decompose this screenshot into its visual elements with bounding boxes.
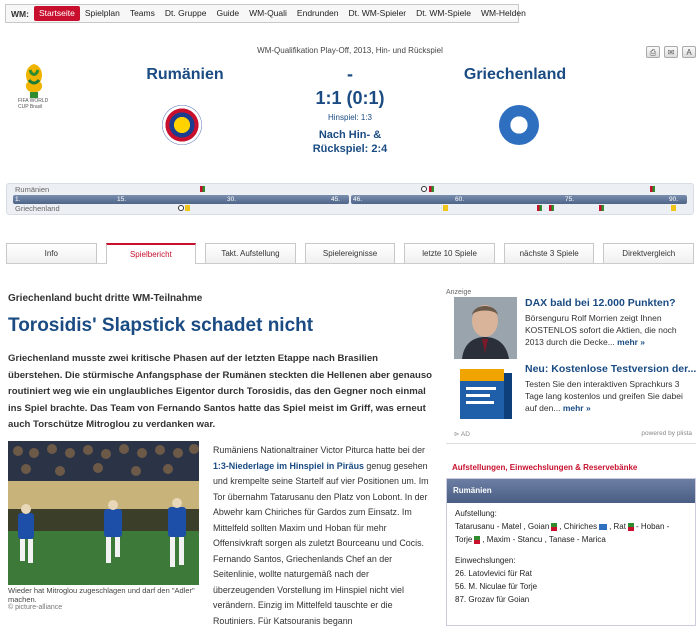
starting-label: Aufstellung: xyxy=(455,509,497,518)
mail-icon[interactable]: ✉ xyxy=(664,46,678,58)
lineup-box xyxy=(446,478,696,626)
nav-item-wm-quali[interactable]: WM-Quali xyxy=(249,8,287,18)
ad-item-dax-title[interactable]: DAX bald bei 12.000 Punkten? xyxy=(525,297,676,309)
print-icon[interactable]: ⎙ xyxy=(646,46,660,58)
match-tabs xyxy=(6,243,694,264)
nav-item-spielplan[interactable]: Spielplan xyxy=(84,8,120,18)
powered-by-plista[interactable]: powered by plista xyxy=(641,430,692,437)
tick-75: 75. xyxy=(565,196,575,203)
lineup-team-header: Rumänien xyxy=(447,479,695,503)
article-lead: Griechenland musste zwei kritische Phasen auf der letzten Etappe nach Brasilien überstehen. Die stürmische Anfangsphase der Rumänen steckten die Hellenen aber genauso routiniert weg wie ein unglaubliches Eigentor durch Torosidis, das den Gegner noch einmal ins Spiel brachte. Das Team von Fernando Santos hatte das Spiel meist im Griff, was erneut auch Torschütze Mitroglou zu verdanken war. xyxy=(8,353,433,430)
nav-item-dt-wm-spiele[interactable]: Dt. WM-Spiele xyxy=(416,8,471,18)
tab-direktvergleich[interactable]: Direktvergleich xyxy=(603,243,694,263)
substitution-icon[interactable] xyxy=(200,186,205,192)
ad-info-icon[interactable]: ⊳ xyxy=(454,431,461,438)
nav-item-guide[interactable]: Guide xyxy=(216,8,240,18)
starting-players-1d[interactable]: - Hoban - xyxy=(635,522,670,531)
match-timeline xyxy=(6,183,694,215)
lineups-section-title: Aufstellungen, Einwechslungen & Reservebänke xyxy=(452,463,638,472)
ad-portrait-image[interactable] xyxy=(454,297,517,359)
tick-30: 30. xyxy=(227,196,237,203)
substitution-icon xyxy=(551,523,557,531)
ad-item-sprachkurs[interactable] xyxy=(454,363,697,429)
article-body-start: Rumäniens Nationaltrainer Victor Piturca hatte bei der xyxy=(213,445,425,455)
sub-item[interactable]: 56. M. Niculae für Torje xyxy=(455,582,538,591)
first-leg-link[interactable]: 1:3-Niederlage im Hinspiel in Piräus xyxy=(213,460,364,471)
ad-footer xyxy=(454,430,694,438)
aggregate-line-2: Rückspiel: 2:4 xyxy=(312,143,388,155)
article-body xyxy=(213,443,431,629)
timeline-away-label: Griechenland xyxy=(15,204,60,213)
starting-line-1 xyxy=(455,520,687,533)
info-icon xyxy=(599,524,607,530)
nav-item-teams[interactable]: Teams xyxy=(129,8,155,18)
tab-letzte-10-spiele[interactable]: letzte 10 Spiele xyxy=(404,243,495,263)
goal-icon[interactable] xyxy=(421,186,427,192)
second-half-bar xyxy=(351,195,687,204)
tab-spielereignisse[interactable]: Spielereignisse xyxy=(305,243,396,263)
yellow-card-icon[interactable] xyxy=(443,205,448,211)
lineup-starting xyxy=(447,509,695,606)
ad-item-sprachkurs-text xyxy=(525,378,695,414)
top-navigation xyxy=(5,4,526,23)
ad-tag[interactable]: AD xyxy=(460,431,470,438)
goal-icon[interactable] xyxy=(178,205,184,211)
first-leg-result[interactable]: Hinspiel: 1:3 xyxy=(327,113,373,122)
aggregate-result xyxy=(0,128,700,156)
nav-brand: WM: xyxy=(11,8,29,19)
nav-item-wm-helden[interactable]: WM-Helden xyxy=(480,8,526,18)
ad-item-dax[interactable] xyxy=(454,297,694,363)
photo-caption: Wieder hat Mitroglou zugeschlagen und darf den "Adler" machen. xyxy=(8,586,195,604)
tick-60: 60. xyxy=(455,196,465,203)
away-team-name[interactable]: Griechenland xyxy=(463,66,567,83)
starting-line-2 xyxy=(455,533,687,546)
world-cup-logo-text: FIFA WORLD CUP Brasil xyxy=(18,98,49,110)
photo-credit: © picture-alliance xyxy=(8,604,63,611)
aggregate-line-1: Nach Hin- & xyxy=(318,129,382,141)
starting-players-1a[interactable]: Tatarusanu - Matel , Goian xyxy=(455,522,550,531)
starting-players-1c[interactable]: , Rat xyxy=(609,522,626,531)
sub-item[interactable]: 26. Latovlevici für Rat xyxy=(455,569,532,578)
starting-players-1b[interactable]: , Chiriches xyxy=(559,522,598,531)
tick-45: 45. xyxy=(331,196,341,203)
match-score: 1:1 (0:1) xyxy=(315,88,385,108)
score-separator: - xyxy=(347,64,353,84)
yellow-card-icon[interactable] xyxy=(671,205,676,211)
home-team-name[interactable]: Rumänien xyxy=(146,66,224,83)
ad-block xyxy=(446,289,696,444)
ad-item-sprachkurs-title[interactable]: Neu: Kostenlose Testversion der... xyxy=(525,363,697,375)
substitution-icon[interactable] xyxy=(549,205,554,211)
ad-item-sprachkurs-more-link[interactable]: mehr » xyxy=(562,403,591,413)
ad-item-dax-body: Börsenguru Rolf Morrien zeigt Ihnen KOSTENLOS sofort die Aktien, die noch 2013 durch die Decke... xyxy=(525,313,677,347)
ad-product-image[interactable] xyxy=(454,363,517,425)
substitution-icon[interactable] xyxy=(599,205,604,211)
subs-label: Einwechslungen: xyxy=(455,556,516,565)
ad-label: Anzeige xyxy=(446,289,472,296)
tab-spielbericht[interactable]: Spielbericht xyxy=(106,243,197,264)
yellow-card-icon[interactable] xyxy=(185,205,190,211)
tab-takt-aufstellung[interactable]: Takt. Aufstellung xyxy=(205,243,296,263)
tab-naechste-3-spiele[interactable]: nächste 3 Spiele xyxy=(504,243,595,263)
article-headline: Torosidis' Slapstick schadet nicht xyxy=(8,315,314,336)
match-photo-image xyxy=(8,441,199,585)
ad-item-dax-text xyxy=(525,312,695,348)
substitution-icon xyxy=(474,536,480,544)
timeline-home-label: Rumänien xyxy=(15,185,50,194)
substitution-icon[interactable] xyxy=(537,205,542,211)
sub-item[interactable]: 87. Grozav für Goian xyxy=(455,595,530,604)
ad-item-dax-more-link[interactable]: mehr » xyxy=(617,337,646,347)
article-body-continued: genug gesehen und krempelte seine Startelf auf vier Positionen um. Im Tor übernahm Tatarusanu den Platz von Lobont. In der Abwehr kam Chiriches für Gardos zum Einsatz. Im Mittelfeld sollten Maxim und Hoban für mehr Offensivkraft sorgen als zuletzt Bourceanu und Cocis. Fernando Santos, Griechenlands Chef an der Seitenlinie, wollte naturgemäß nach der überzeugenden Vorstellung im Hinspiel nicht viel verändern. Einzig im Mittelfeld tauschte er die Routiniers. Für Katsouranis begann xyxy=(213,460,429,626)
nav-item-startseite[interactable]: Startseite xyxy=(34,6,80,21)
nav-item-endrunden[interactable]: Endrunden xyxy=(296,8,339,18)
tick-90: 90. xyxy=(669,196,679,203)
nav-item-dt-gruppe[interactable]: Dt. Gruppe xyxy=(164,8,207,18)
starting-players-2a[interactable]: Torje xyxy=(455,535,473,544)
romania-crest-icon[interactable] xyxy=(162,105,202,145)
text-size-icon[interactable]: A xyxy=(682,46,696,58)
tick-1: 1. xyxy=(15,196,21,203)
substitution-icon xyxy=(628,523,634,531)
tick-15: 15. xyxy=(117,196,127,203)
greece-crest-icon[interactable] xyxy=(499,105,539,145)
first-half-bar xyxy=(13,195,349,204)
match-competition-title: WM-Qualifikation Play-Off, 2013, Hin- und Rückspiel xyxy=(257,46,443,55)
substitution-icon[interactable] xyxy=(650,186,655,192)
article-photo[interactable] xyxy=(8,441,199,585)
nav-item-dt-wm-spieler[interactable]: Dt. WM-Spieler xyxy=(348,8,407,18)
tick-46: 46. xyxy=(353,196,363,203)
starting-players-2b[interactable]: , Maxim - Stancu , Tanase - Marica xyxy=(482,535,606,544)
substitution-icon[interactable] xyxy=(429,186,434,192)
article-kicker: Griechenland bucht dritte WM-Teilnahme xyxy=(8,293,203,304)
ad-item-sprachkurs-body: Testen Sie den interaktiven Sprachkurs 3 Tage lang kostenlos und greifen Sie dabei auf den... xyxy=(525,379,683,413)
tab-info[interactable]: Info xyxy=(6,243,97,263)
